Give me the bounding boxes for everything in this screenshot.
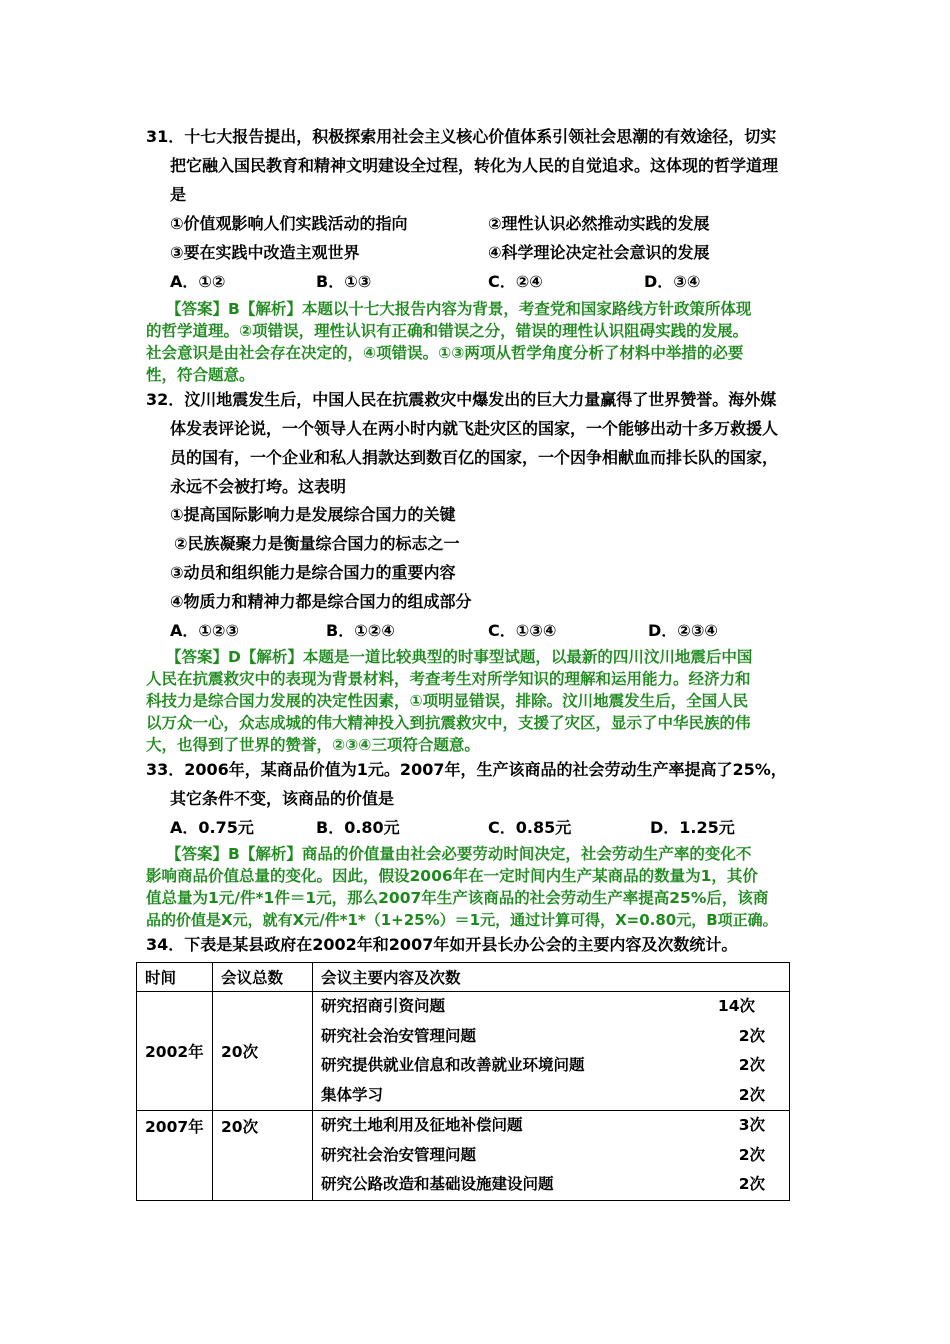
q32-stem-line-3: 员的国有，一个企业和私人捐款达到数百亿的国家，一个因争相献血而排长队的国家，: [170, 448, 779, 467]
q32-answer-line-1: 【答案】D【解析】本题是一道比较典型的时事型试题，以最新的四川汶川地震后中国: [166, 648, 753, 666]
q32-item-3: ③动员和组织能力是综合国力的重要内容: [170, 563, 456, 582]
meeting-item: [321, 1022, 781, 1052]
q32-item-1: ①提高国际影响力是发展综合国力的关键: [170, 505, 456, 524]
q33-answer-line-3: 值总量为1元/件*1件＝1元，那么2007年生产该商品的社会劳动生产率提高25%后，该商: [146, 889, 769, 907]
meeting-count: 2次: [738, 1175, 765, 1193]
meeting-topic: 集体学习: [321, 1085, 384, 1104]
meeting-count: 2次: [738, 1085, 765, 1104]
q32-answer-line-2: 人民在抗震救灾中的表现为背景材料，考查考生对所学知识的理解和运用能力。经济力和: [146, 670, 751, 688]
meeting-count: 2次: [738, 1026, 765, 1045]
q32-stem-line-4: 永远不会被打垮。这表明: [170, 477, 347, 496]
meeting-count: 2次: [738, 1145, 765, 1164]
header-content: 会议主要内容及次数: [313, 963, 790, 992]
meeting-topic: 研究提供就业信息和改善就业环境问题: [321, 1056, 585, 1074]
q33-answer-line-4: 品的价值是X元，就有X元/件*1*（1+25%）＝1元，通过计算可得，X=0.80元，B项正确。: [146, 911, 778, 929]
meeting-item: [321, 1081, 781, 1111]
row-2007-year: 2007年: [137, 1111, 213, 1201]
q31-stem-line-1: 31．十七大报告提出，积极探索用社会主义核心价值体系引领社会思潮的有效途径，切实: [146, 127, 777, 146]
q33-answer-line-1: 【答案】B【解析】商品的价值量由社会必要劳动时间决定，社会劳动生产率的变化不: [166, 845, 752, 863]
meeting-item: [321, 1170, 781, 1200]
q32-answer-line-3: 科技力是综合国力发展的决定性因素，①项明显错误，排除。汶川地震发生后，全国人民: [146, 692, 749, 710]
meeting-topic: 研究公路改造和基础设施建设问题: [321, 1175, 554, 1193]
q31-item-1: ①价值观影响人们实践活动的指向: [170, 214, 408, 233]
q31-item-4: ④科学理论决定社会意识的发展: [488, 243, 710, 262]
header-total: 会议总数: [213, 963, 313, 992]
q33-choice-a: A．0.75元: [170, 818, 254, 837]
q32-answer-line-5: 大，也得到了世界的赞誉，②③④三项符合题意。: [146, 736, 480, 754]
q33-stem-line-1: 33．2006年，某商品价值为1元。2007年，生产该商品的社会劳动生产率提高了25%，: [146, 760, 787, 779]
q33-stem-line-2: 其它条件不变，该商品的价值是: [170, 789, 395, 808]
row-2007-total: 20次: [213, 1111, 313, 1201]
table-header-row: [137, 963, 790, 992]
q32-answer-line-4: 以万众一心，众志成城的伟大精神投入到抗震救灾中，支援了灾区，显示了中华民族的伟: [146, 714, 751, 732]
meeting-item: [321, 1141, 781, 1171]
q33-choice-c: C．0.85元: [488, 818, 572, 837]
table-row: [137, 1111, 790, 1201]
q31-item-3: ③要在实践中改造主观世界: [170, 243, 360, 262]
row-2002-year: 2002年: [137, 992, 213, 1111]
q33-choice-b: B．0.80元: [316, 818, 400, 837]
q31-choice-d: D．③④: [644, 272, 701, 291]
q31-stem-line-2: 把它融入国民教育和精神文明建设全过程，转化为人民的自觉追求。这体现的哲学道理: [170, 156, 779, 175]
q34-stem: 34．下表是某县政府在2002年和2007年如开县长办公会的主要内容及次数统计。: [146, 935, 738, 954]
meeting-item: [321, 1111, 781, 1141]
q31-answer-line-4: 性，符合题意。: [146, 366, 255, 384]
table-row: [137, 992, 790, 1111]
q31-answer-line-2: 的哲学道理。②项错误，理性认识有正确和错误之分，错误的理性认识阻碍实践的发展。: [146, 322, 749, 340]
row-2002-total: 20次: [213, 992, 313, 1111]
q31-answer-line-1: 【答案】B【解析】本题以十七大报告内容为背景，考查党和国家路线方针政策所体现: [166, 300, 752, 318]
q32-item-4: ④物质力和精神力都是综合国力的组成部分: [170, 592, 472, 611]
q31-stem-line-3: 是: [170, 185, 187, 204]
meeting-item: [321, 1051, 781, 1081]
q31-answer-line-3: 社会意识是由社会存在决定的，④项错误。①③两项从哲学角度分析了材料中举措的必要: [146, 344, 744, 362]
q31-choice-c: C．②④: [488, 272, 543, 291]
row-2007-items: [313, 1111, 790, 1201]
meeting-topic: 研究土地利用及征地补偿问题: [321, 1116, 523, 1134]
q32-stem-line-1: 32．汶川地震发生后，中国人民在抗震救灾中爆发出的巨大力量赢得了世界赞誉。海外媒: [146, 390, 777, 409]
meeting-stats-table: [136, 962, 790, 1201]
q32-stem-line-2: 体发表评论说，一个领导人在两小时内就飞赴灾区的国家，一个能够出动十多万救援人: [170, 419, 779, 438]
q32-choice-c: C．①③④: [488, 621, 557, 640]
q32-choice-b: B．①②④: [326, 621, 395, 640]
meeting-topic: 研究招商引资问题: [321, 997, 446, 1015]
q32-choice-d: D．②③④: [648, 621, 718, 640]
meeting-count: 3次: [738, 1116, 765, 1134]
meeting-count: 2次: [738, 1056, 765, 1074]
q32-choice-a: A．①②③: [170, 621, 240, 640]
header-time: 时间: [137, 963, 213, 992]
q31-item-2: ②理性认识必然推动实践的发展: [488, 214, 710, 233]
meeting-topic: 研究社会治安管理问题: [321, 1145, 477, 1164]
q32-item-2: ②民族凝聚力是衡量综合国力的标志之一: [174, 534, 460, 553]
row-2002-items: [313, 992, 790, 1111]
q33-answer-line-2: 影响商品价值总量的变化。因此，假设2006年在一定时间内生产某商品的数量为1，其价: [146, 867, 758, 885]
meeting-item: [321, 992, 781, 1022]
meeting-topic: 研究社会治安管理问题: [321, 1026, 477, 1045]
q31-choice-a: A．①②: [170, 272, 226, 291]
q31-choice-b: B．①③: [316, 272, 372, 291]
q33-choice-d: D．1.25元: [650, 818, 735, 837]
meeting-count: 14次: [717, 997, 755, 1015]
